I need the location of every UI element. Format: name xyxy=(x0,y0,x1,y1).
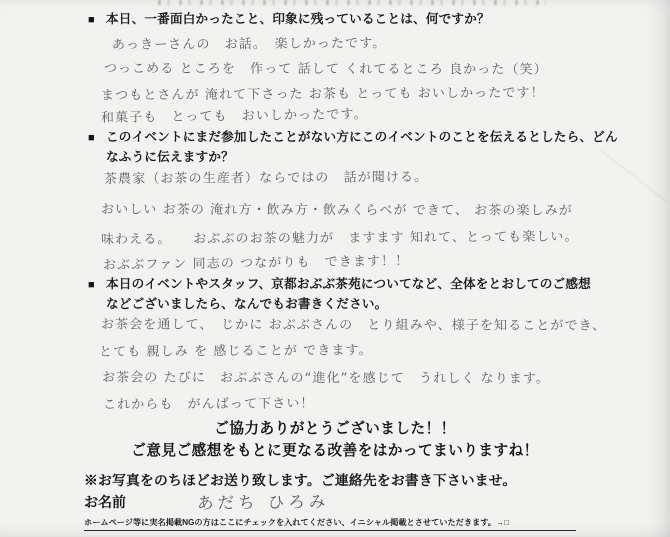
name-field-label: お名前 xyxy=(84,494,126,510)
question-1-text: 本日、一番面白かったこと、印象に残っていることは、何ですか？ xyxy=(106,12,490,26)
question-3-text-line-1: 本日のイベントやスタッフ、京都おぶぶ茶苑についてなど、全体をとおしてのご感想 xyxy=(106,277,591,291)
paper-crease xyxy=(600,150,669,205)
question-1-answer-1: あっきーさんの お話。 楽しかったです。 xyxy=(111,36,387,53)
cropped-text-remnant xyxy=(158,0,546,5)
name-field-handwritten-value: あだち ひろみ xyxy=(196,492,330,513)
question-3-bullet-icon: ■ xyxy=(88,279,95,291)
question-3-answer-2: とても 親しみ を 感じることが できます。 xyxy=(98,343,373,360)
question-1-answer-4: 和菓子も とっても おいしかったです。 xyxy=(100,107,368,126)
question-1-bullet-icon: ■ xyxy=(88,14,95,26)
question-1-answer-3: まつもとさんが 淹れて下さった お茶も とっても おいしかったです！ xyxy=(100,85,545,104)
privacy-checkbox-note: ホームページ等に実名掲載NGの方はここにチェックを入れてください、イニシャル掲載とさせていただきます。→□ xyxy=(84,518,576,531)
question-2-answer-1: 茶農家（お茶の生産者）ならではの 話が聞ける。 xyxy=(103,170,429,187)
question-2-answer-4: おぶぶファン 同志の つながりも できます！！ xyxy=(102,253,410,274)
question-3-answer-1: お茶会を通して、 じかに おぶぶさんの とり組みや、様子を知ることができ、 xyxy=(100,317,607,334)
question-1-answer-2: つっこめる ところを 作って 話して くれてるところ 良かった（笑） xyxy=(103,61,548,78)
question-3-answer-4: これからも がんばって下さい！ xyxy=(102,396,315,413)
question-3-text-line-2: などございましたら、なんでもお書きください。 xyxy=(106,297,388,311)
question-2-bullet-icon: ■ xyxy=(88,132,95,144)
question-2-answer-2: おいしい お茶の 淹れ方・飲み方・飲みくらべが できて、 お茶の楽しみが xyxy=(100,202,573,219)
question-2-text-line-1: このイベントにまだ参加したことがない方にこのイベントのことを伝えるとしたら、どん xyxy=(106,130,618,144)
question-2-text-line-2: なふうに伝えますか？ xyxy=(106,150,234,164)
closing-thanks-line-1: ご協力ありがとうございました！！ xyxy=(214,421,456,437)
photo-note: ※お写真をのちほどお送り致します。ご連絡先をお書き下さいませ。 xyxy=(84,473,517,488)
question-3-answer-3: お茶会の たびに おぶぶさんの“進化”を感じて うれしく なります。 xyxy=(101,370,551,387)
question-2-answer-3: 味わえる。 おぶぶのお茶の魅力が ますます 知れて、とっても楽しい。 xyxy=(100,229,579,248)
closing-thanks-line-2: ご意見ご感想をもとに更なる改善をはかってまいりますね！ xyxy=(131,443,539,459)
